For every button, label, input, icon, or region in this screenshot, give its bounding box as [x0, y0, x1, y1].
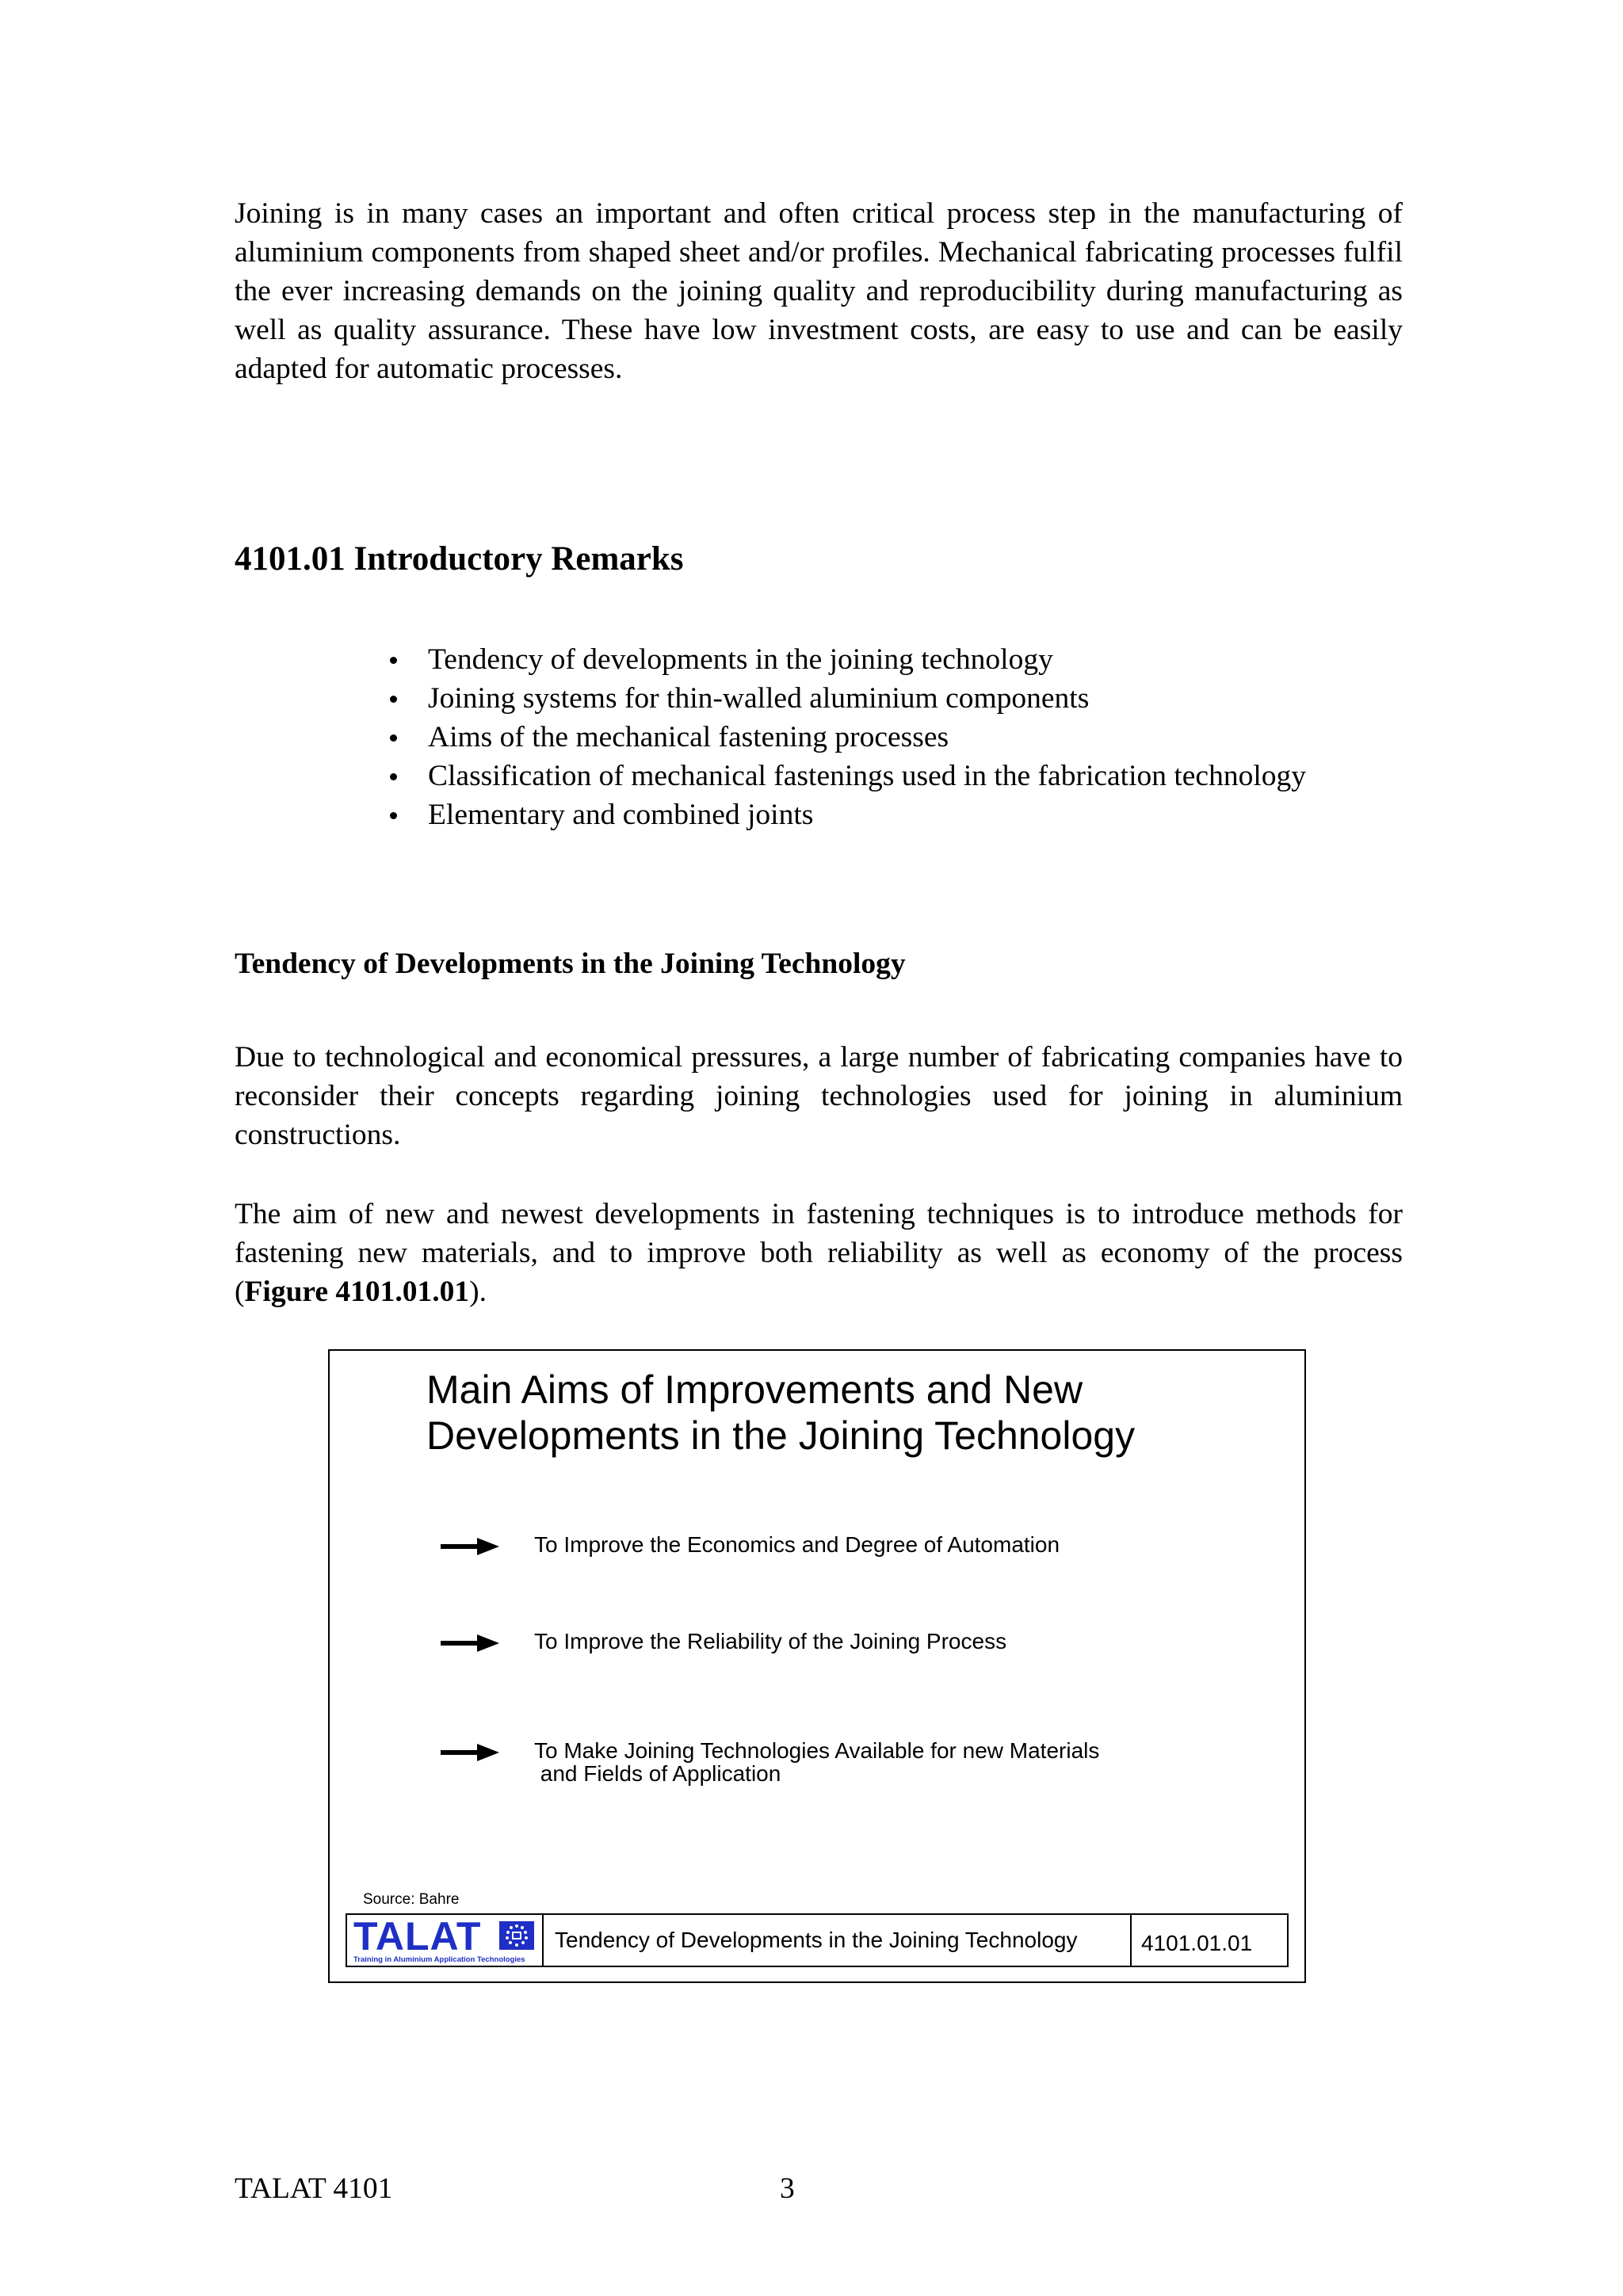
figure-item-text: To Improve the Economics and Degree of Automation	[534, 1532, 1060, 1557]
paragraph-text: The aim of new and newest developments in fastening techniques is to introduce methods for fastening new materials, and to improve both reliability as well as economy of the process (	[235, 1198, 1403, 1308]
figure-code: 4101.01.01	[1130, 1915, 1287, 1966]
arrow-right-icon	[441, 1536, 499, 1557]
list-item: Joining systems for thin-walled aluminium components	[387, 679, 1306, 718]
eu-flag-icon	[499, 1921, 534, 1950]
logo-tagline: Training in Aluminium Application Technologies	[353, 1955, 525, 1964]
talat-logo	[347, 1915, 544, 1966]
figure-item-text: To Improve the Reliability of the Joining Process	[534, 1629, 1007, 1653]
arrow-right-icon	[441, 1742, 499, 1763]
list-item: Aims of the mechanical fastening processes	[387, 718, 1306, 757]
arrow-right-icon	[441, 1633, 499, 1653]
paragraph	[235, 1195, 1403, 1311]
figure-4101-01-01	[328, 1349, 1306, 1983]
page-footer-title: TALAT 4101	[235, 2172, 393, 2205]
figure-title-line: Developments in the Joining Technology	[426, 1413, 1136, 1458]
figure-title-line: Main Aims of Improvements and New	[426, 1367, 1083, 1412]
paragraph-end: ).	[469, 1276, 487, 1308]
page-number: 3	[780, 2172, 795, 2205]
logo-word: TALAT	[353, 1914, 482, 1958]
figure-reference: Figure 4101.01.01	[244, 1276, 470, 1308]
figure-footer-bar	[346, 1913, 1289, 1967]
figure-caption: Tendency of Developments in the Joining Technology	[555, 1928, 1078, 1952]
subsection-heading: Tendency of Developments in the Joining Technology	[235, 948, 906, 980]
figure-item-line: To Make Joining Technologies Available for new Materials	[534, 1738, 1100, 1763]
list-item: Classification of mechanical fastenings used in the fabrication technology	[387, 757, 1306, 795]
figure-title	[426, 1367, 1219, 1459]
figure-item-line: and Fields of Application	[534, 1761, 781, 1786]
paragraph: Due to technological and economical pressures, a large number of fabricating companies have to reconsider their concepts regarding joining technologies used for joining in aluminium constructions.	[235, 1041, 1403, 1151]
list-item: Elementary and combined joints	[387, 795, 1306, 834]
figure-item-text	[534, 1739, 1099, 1785]
section-heading: 4101.01 Introductory Remarks	[235, 540, 684, 578]
topics-list	[387, 640, 1306, 834]
list-item: Tendency of developments in the joining technology	[387, 640, 1306, 679]
figure-source: Source: Bahre	[363, 1891, 460, 1908]
intro-paragraph: Joining is in many cases an important and often critical process step in the manufacturing of aluminium components from shaped sheet and/or profiles. Mechanical fabricating processes fulfil the ever increasing demands on the joining quality and reproducibility during manufacturing as well as quality assurance. These have low investment costs, are easy to use and can be easily adapted for automatic processes.	[235, 197, 1403, 385]
